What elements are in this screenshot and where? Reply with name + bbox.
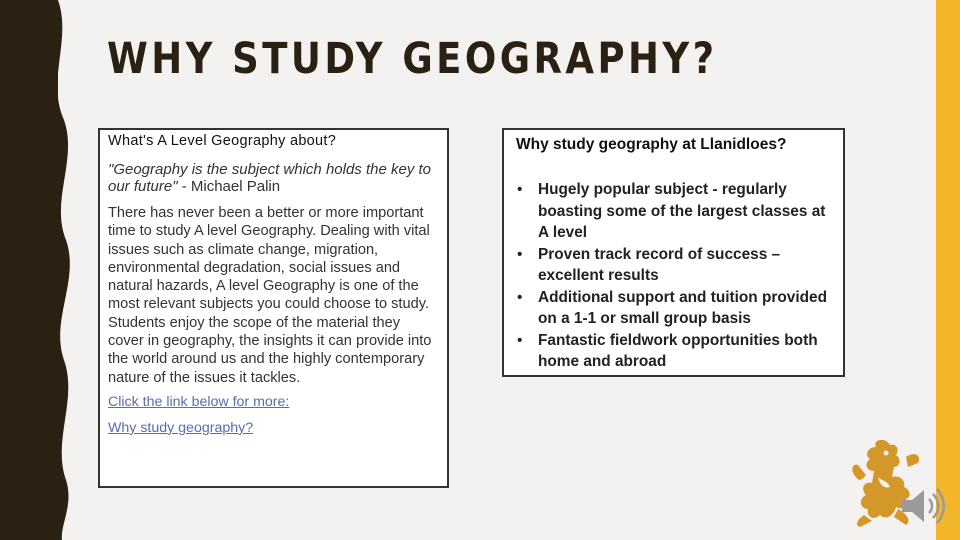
left-decorative-strip bbox=[0, 0, 58, 540]
bullet-icon: • bbox=[517, 288, 523, 306]
click-link-more[interactable]: Click the link below for more: bbox=[108, 393, 290, 410]
right-text-box bbox=[502, 128, 845, 377]
bullet-icon: • bbox=[517, 245, 523, 263]
bullet-icon: • bbox=[517, 181, 523, 198]
bullet-icon: • bbox=[517, 331, 523, 349]
left-text-box bbox=[98, 128, 449, 488]
right-box-heading: Why study geography at Llanidloes? bbox=[516, 136, 787, 153]
palin-quote bbox=[108, 161, 439, 195]
left-box-body: There has never been a better or more important time to study A level Geography. Dealing with vital issues such as climate change, migration, environmental degradation, social issues and natural hazards, A level Geography is one of the most relevant subjects you could choose to study. Students enjoy the scope of the material they cover in geography, the insights it can provide into the world around us and the highly contemporary nature of the issues it tackles. bbox=[108, 205, 432, 386]
why-study-geography-link[interactable]: Why study geography? bbox=[108, 419, 254, 436]
list-item: • Additional support and tuition provided on a 1-1 or small group basis bbox=[517, 288, 827, 327]
quote-text: "Geography is the subject which holds the key to our future" bbox=[108, 161, 432, 195]
reasons-list bbox=[516, 179, 835, 373]
list-item: • Hugely popular subject - regularly boasting some of the largest classes at A level bbox=[517, 181, 826, 241]
wavy-edge bbox=[0, 0, 80, 540]
list-item: • Proven track record of success – excellent results bbox=[517, 245, 781, 284]
left-box-heading: What's A Level Geography about? bbox=[108, 133, 337, 149]
right-accent-strip bbox=[936, 0, 960, 540]
speaker-icon[interactable] bbox=[898, 482, 946, 530]
list-item: • Fantastic fieldwork opportunities both home and abroad bbox=[517, 331, 818, 370]
quote-author: - Michael Palin bbox=[177, 178, 281, 195]
slide-title: WHY STUDY GEOGRAPHY? bbox=[107, 34, 718, 84]
